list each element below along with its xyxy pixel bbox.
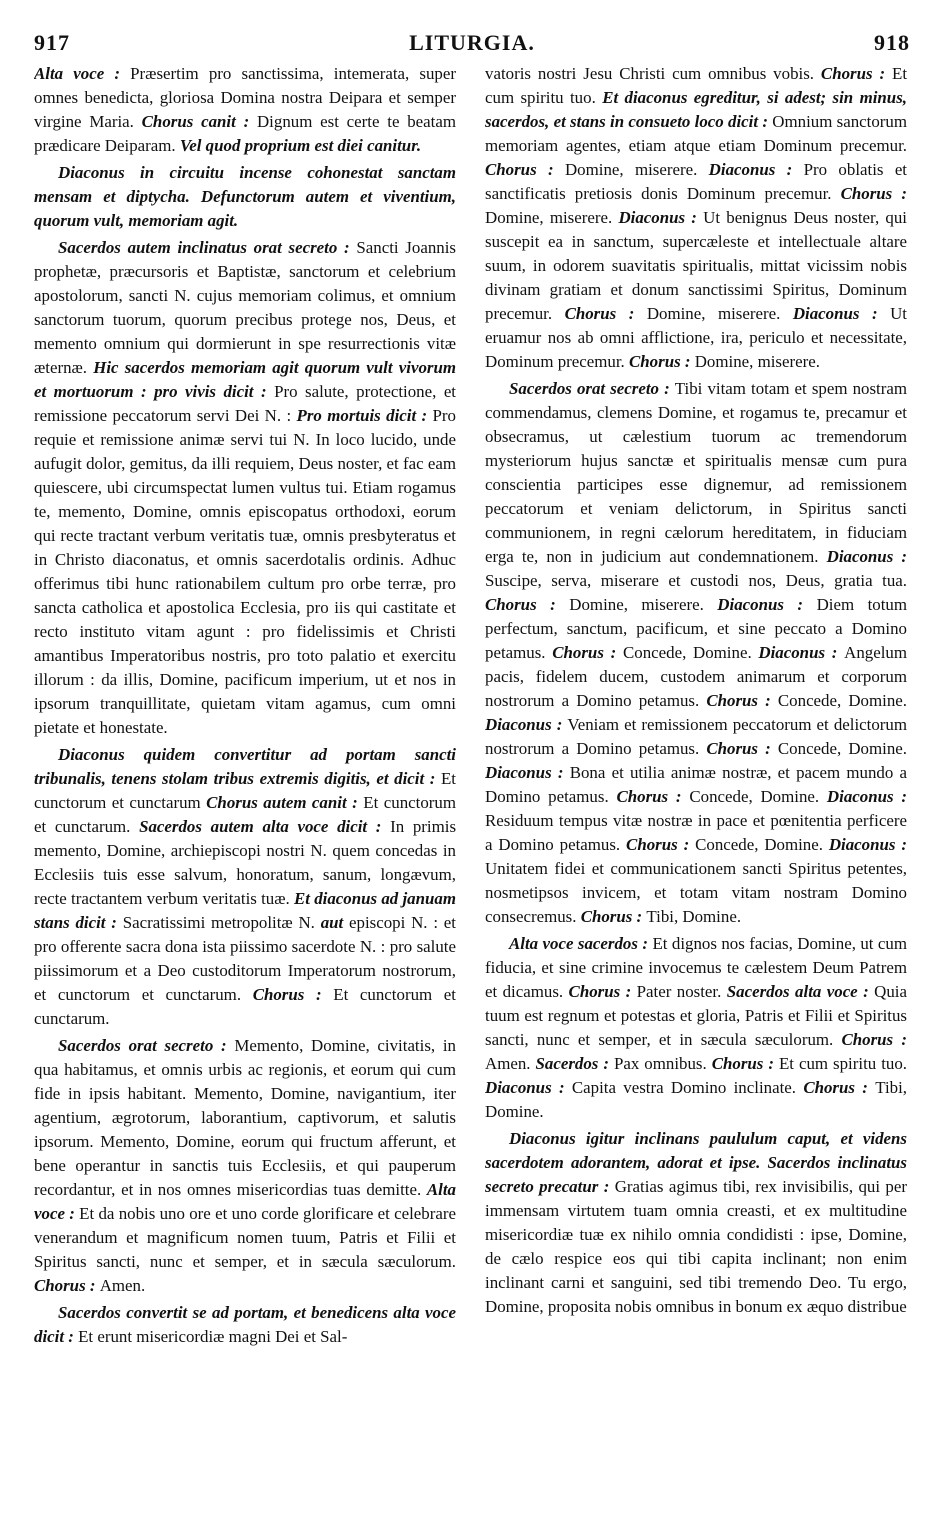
rubric-text: Hic sacerdos memoriam agit quorum vult vivorum et mortuorum : pro vivis dicit : [34, 358, 456, 401]
rubric-text: Chorus : [711, 1054, 779, 1073]
body-text: Pater noster. [636, 982, 727, 1001]
rubric-text: Diaconus : [618, 208, 704, 227]
rubric-text: Diaconus : [826, 787, 907, 806]
right-column [485, 62, 907, 1522]
body-text: Et cunctorum et cunctarum [34, 769, 456, 812]
body-text: Sancti Joannis prophetæ, præcursoris et Baptistæ, sanctorum et celebrium apostolorum, sancti N. cujus memoriam colimus, et omnium sanctorum tuorum, quorum precibus protege nos, Deus, et memento omnium qui dormierunt in spe resurrectionis vitæ æternæ. [34, 238, 456, 377]
rubric-text: Alta voce sacerdos : [509, 934, 653, 953]
body-text: Et dignos nos facias, Domine, ut cum fiducia, et sine crimine invocemus te cælestem Deum Patrem et dicamus. [485, 934, 907, 1001]
body-text: Ut benignus Deus noster, qui suscepit ea in sanctum, supercæleste et intellectuale altare suum, in odorem suavitatis spiritualis, mittat vicissim nobis divinam gratiam et donum sanctissimi Spiritus, Dominum precemur. [485, 208, 907, 323]
body-text: Præsertim pro sanctissima, intemerata, super omnes benedicta, gloriosa Domina nostra Deipara et semper virgine Maria. [34, 64, 456, 131]
rubric-text: Chorus autem canit : [206, 793, 364, 812]
rubric-text: Chorus : [34, 1276, 100, 1295]
rubric-text: Chorus : [552, 643, 623, 662]
body-text: Domine, miserere. [485, 208, 619, 227]
rubric-text: Sacerdos convertit se ad portam, et benedicens alta voce dicit : [34, 1303, 456, 1346]
body-text: Ut eruamur nos ab omni afflictione, ira, periculo et necessitate, Dominum precemur. [485, 304, 907, 371]
body-text: Bona et utilia animæ nostræ, et pacem mundo a Domino petamus. [485, 763, 907, 806]
body-text: Pro requie et remissione animæ servi tui N. In loco lucido, unde aufugit dolor, gemitus, da illi requiem, Deus noster, et fac eam quiescere, ubi circumspectat lumen vultus tui. Etiam rogamus te, memento, Domine, omnis episcopatus orthodoxi, eorum qui recte tractant verbum veritatis tuæ, omnis presbyteratus et in Christo diaconatus, et omnis sacerdotalis ordinis. Adhuc offerimus tibi hunc rationabilem cultum pro orbe terræ, pro sancta catholica et apostolica Ecclesia, pro iis qui castitate et recto instituto vitam agunt : pro fidelissimis et Christi amantibus Imperatoribus nostris, pro toto palatio et exercitu illorum : da illis, Domine, pacificum imperium, ut et nos in ipsorum tranquillitate, quietam vitam agamus, cum omni pietate et honestate. [34, 406, 456, 737]
paragraph [34, 62, 456, 158]
rubric-text: Diaconus : [485, 1078, 572, 1097]
rubric-text: Diaconus : [708, 160, 804, 179]
rubric-text: Sacerdos orat secreto : [58, 1036, 235, 1055]
body-text: episcopi N. : et pro offerente sacra dona ista piissimo sacerdote N. : pro salute piissimorum et a Deo custoditorum Imperatorum nostrorum, et cunctorum et cunctarum. [34, 913, 456, 1004]
body-text: Tibi, Domine. [646, 907, 742, 926]
running-header [34, 30, 910, 60]
body-text: Et cunctorum et cunctarum. [34, 985, 456, 1028]
rubric-text: Chorus : [706, 691, 778, 710]
paragraph [485, 377, 907, 929]
body-text: Et cum spiritu tuo. [485, 64, 907, 107]
body-text: Concede, Domine. [777, 739, 907, 758]
rubric-text: Diaconus : [485, 763, 570, 782]
body-text: Capita vestra Domino inclinate. [571, 1078, 804, 1097]
rubric-text: Diaconus : [828, 835, 907, 854]
body-text: Tibi, Domine. [485, 1078, 907, 1121]
rubric-text: Chorus : [485, 160, 565, 179]
body-text: Tibi vitam totam et spem nostram commendamus, clemens Domine, et rogamus te, precamur et obsecramus, ut cælestium tuorum ac tremendorum mysteriorum hujus sanctæ et spiritualis mensæ cum pura conscientia participes esse dignemur, ad remissionem peccatorum et veniam delictorum, in Spiritus sancti communionem, in regni cælorum hereditatem, in fiduciam erga te, non in judicium aut condemnationem. [485, 379, 907, 566]
rubric-text: Chorus : [568, 982, 637, 1001]
rubric-text: Pro mortuis dicit : [296, 406, 433, 425]
rubric-text: Alta voce : [34, 64, 131, 83]
rubric-text: aut [320, 913, 350, 932]
rubric-text: Diaconus : [792, 304, 891, 323]
body-text: Et da nobis uno ore et uno corde glorificare et celebrare venerandum et magnificum nomen tuum, Patris et Filii et Spiritus sancti, nunc et semper, et in sæcula sæculorum. [34, 1204, 456, 1271]
body-text: Amen. [485, 1054, 536, 1073]
page-number-left: 917 [34, 30, 70, 55]
rubric-text: Diaconus : [826, 547, 907, 566]
rubric-text: Sacerdos alta voce : [726, 982, 875, 1001]
rubric-text: Diaconus in circuitu incense cohonestat sanctam mensam et diptycha. Defunctorum autem et viventium, quorum vult, memoriam agit. [34, 163, 456, 230]
rubric-text: Diaconus : [485, 715, 568, 734]
page-title: LITURGIA. [409, 30, 535, 55]
paragraph [34, 236, 456, 740]
rubric-text: Chorus : [841, 1030, 907, 1049]
body-text: Domine, miserere. [564, 160, 709, 179]
body-text: Et erunt misericordiæ magni Dei et Sal- [78, 1327, 348, 1346]
paragraph [485, 62, 907, 374]
body-text: Concede, Domine. [622, 643, 759, 662]
rubric-text: Chorus : [820, 64, 892, 83]
body-text: Domine, miserere. [646, 304, 793, 323]
rubric-text: Chorus : [580, 907, 647, 926]
rubric-text: Diaconus quidem convertitur ad portam sancti tribunalis, tenens stolam tribus extremis digitis, et dicit : [34, 745, 456, 788]
body-text: Quia tuum est regnum et potestas et gloria, Patris et Filii et Spiritus sancti, nunc et semper, et in sæcula sæculorum. [485, 982, 907, 1049]
body-text: Concede, Domine. [689, 787, 827, 806]
rubric-text: Et diaconus egreditur, si adest; sin minus, sacerdos, et stans in consueto loco dicit : [485, 88, 907, 131]
body-text: Diem totum perfectum, sanctum, pacificum, et sine peccato a Domino petamus. [485, 595, 907, 662]
body-text: Amen. [99, 1276, 146, 1295]
rubric-text: Chorus canit : [141, 112, 257, 131]
rubric-text: Chorus : [626, 835, 696, 854]
page-number-right: 918 [874, 30, 910, 55]
rubric-text: Sacerdos : [535, 1054, 614, 1073]
body-text: Et cum spiritu tuo. [778, 1054, 907, 1073]
body-text: Unitatem fidei et communicationem sancti Spiritus petentes, nosmetipsos invicem, et totam vitam nostram Domino consecremus. [485, 859, 907, 926]
rubric-text: Alta voce : [34, 1180, 456, 1223]
paragraph [485, 932, 907, 1124]
body-text: Angelum pacis, fidelem ducem, custodem animarum et corporum nostrorum a Domino petamus. [485, 643, 907, 710]
rubric-text: Chorus : [564, 304, 647, 323]
rubric-text: Diaconus igitur inclinans paululum caput, et videns sacerdotem adorantem, adorat et ipse. Sacerdos inclinatus secreto precatur : [485, 1129, 907, 1196]
body-text: Pax omnibus. [613, 1054, 712, 1073]
body-text: vatoris nostri Jesu Christi cum omnibus vobis. [485, 64, 821, 83]
body-text: Veniam et remissionem peccatorum et delictorum nostrorum a Domino petamus. [485, 715, 907, 758]
body-text: Et cunctorum et cunctarum. [34, 793, 456, 836]
body-text: Pro oblatis et sanctificatis pretiosis donis Dominum precemur. [485, 160, 907, 203]
body-text: Gratias agimus tibi, rex invisibilis, qui per immensam virtutem tuam omnia creasti, et ex multitudine misericordiæ tuæ ex nihilo omnia condidisti : ipse, Domine, de cælo respice eos qui tibi capita inclinant; non enim inclinant carni et sanguini, sed tibi tremendo Deo. Tu ergo, Domine, proposita nobis omnibus in bonum ex æquo distribue [485, 1177, 907, 1316]
rubric-text: Sacerdos autem inclinatus orat secreto : [58, 238, 357, 257]
body-text: Suscipe, serva, miserare et custodi nos, Deus, gratia tua. [485, 571, 907, 590]
body-text: Dignum est certe te beatam prædicare Deiparam. [34, 112, 456, 155]
paragraph [34, 1034, 456, 1298]
body-text: Memento, Domine, civitatis, in qua habitamus, et omnis urbis ac regionis, et eorum qui cum fide in ipsis habitant. Memento, Domine, navigantium, iter agentium, ægrotorum, laborantium, captivorum, et salutis ipsorum. Memento, Domine, eorum qui fructum afferunt, et bene operantur in sanctis tuis Ecclesiis, et qui pauperum recordantur, et in nos omnes misericordias tuas demitte. [34, 1036, 456, 1199]
body-text: Concede, Domine. [777, 691, 907, 710]
rubric-text: Et diaconus ad januam stans dicit : [34, 889, 456, 932]
body-text: Pro salute, protectione, et remissione peccatorum servi Dei N. : [34, 382, 456, 425]
paragraph [34, 743, 456, 1031]
body-text: Sacratissimi metropolitæ N. [122, 913, 321, 932]
body-text: Omnium sanctorum memoriam agentes, etiam atque etiam Dominum precemur. [485, 112, 907, 155]
rubric-text: Chorus : [616, 787, 690, 806]
body-text: Residuum tempus vitæ nostræ in pace et pœnitentia perficere a Domino petamus. [485, 811, 907, 854]
rubric-text: Sacerdos autem alta voce dicit : [139, 817, 391, 836]
rubric-text: Chorus : [840, 184, 907, 203]
paragraph [485, 1127, 907, 1319]
body-text: Concede, Domine. [695, 835, 829, 854]
rubric-text: Chorus : [706, 739, 778, 758]
paragraph [34, 1301, 456, 1349]
rubric-text: Sacerdos orat secreto : [509, 379, 675, 398]
body-text: Domine, miserere. [694, 352, 820, 371]
rubric-text: Chorus : [803, 1078, 876, 1097]
rubric-text: Diaconus : [758, 643, 845, 662]
rubric-text: Vel quod proprium est diei canitur. [179, 136, 422, 155]
rubric-text: Chorus : [629, 352, 695, 371]
rubric-text: Chorus : [485, 595, 570, 614]
body-text: In primis memento, Domine, archiepiscopi nostri N. quem concedas in Ecclesiis tuis esse salvum, honoratum, sanum, longævum, recte tractantem verbum veritatis tuæ. [34, 817, 456, 908]
rubric-text: Chorus : [252, 985, 334, 1004]
left-column [34, 62, 456, 1522]
rubric-text: Diaconus : [717, 595, 817, 614]
paragraph [34, 161, 456, 233]
body-text: Domine, miserere. [569, 595, 718, 614]
